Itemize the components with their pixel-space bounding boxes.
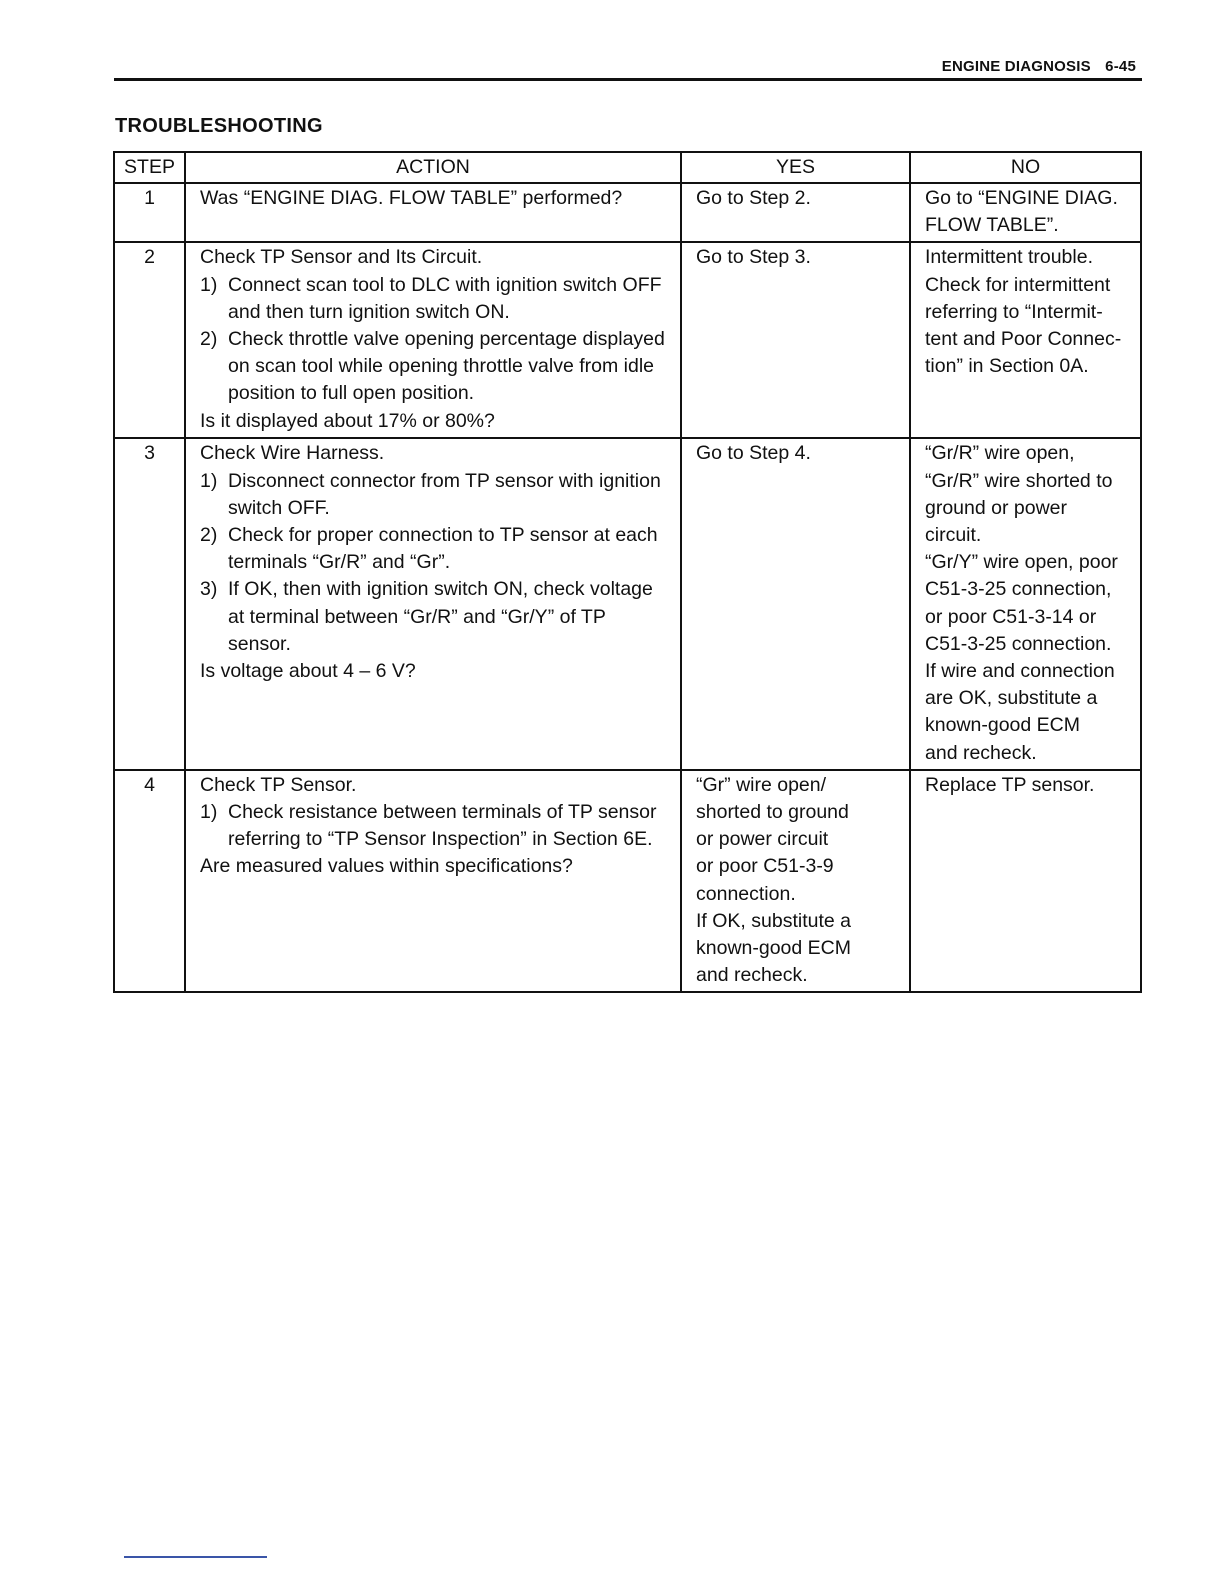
- yes-line: and recheck.: [696, 964, 808, 987]
- no-line: known-good ECM: [925, 714, 1080, 737]
- no-line: “Gr/Y” wire open, poor: [925, 551, 1118, 574]
- header-page-number: 6-45: [1105, 58, 1136, 75]
- action-item-number: 1): [200, 801, 218, 824]
- yes-line: “Gr” wire open/: [696, 773, 827, 796]
- action-item: [200, 468, 668, 522]
- yes-line: shorted to ground: [696, 801, 849, 824]
- yes-line: connection.: [696, 882, 796, 905]
- column-header-step: STEP: [114, 152, 185, 183]
- footer-rule: [124, 1556, 267, 1558]
- table-row: [114, 183, 1141, 242]
- no-cell: [910, 242, 1141, 438]
- column-header-yes: YES: [681, 152, 910, 183]
- no-line: If wire and connection: [925, 660, 1115, 683]
- yes-line: or poor C51-3-9: [696, 855, 834, 878]
- step-number: 1: [114, 183, 185, 242]
- no-line: tion” in Section 0A.: [925, 355, 1089, 378]
- yes-line: Go to Step 4.: [696, 442, 811, 465]
- yes-cell: [681, 242, 910, 438]
- column-header-action: ACTION: [185, 152, 681, 183]
- no-line: C51-3-25 connection,: [925, 578, 1112, 601]
- action-item-number: 2): [200, 524, 218, 547]
- action-heading: Check TP Sensor and Its Circuit.: [200, 246, 483, 269]
- yes-line: known-good ECM: [696, 937, 851, 960]
- action-heading: Check Wire Harness.: [200, 442, 385, 465]
- troubleshooting-table: [113, 151, 1142, 993]
- action-question: Is voltage about 4 – 6 V?: [200, 660, 416, 683]
- no-line: Check for intermittent: [925, 273, 1111, 296]
- action-item-number: 3): [200, 578, 218, 601]
- no-line: C51-3-25 connection.: [925, 632, 1112, 655]
- table-row: [114, 438, 1141, 769]
- action-cell: [185, 438, 681, 769]
- section-title: TROUBLESHOOTING: [115, 115, 323, 137]
- action-heading: Check TP Sensor.: [200, 773, 357, 796]
- action-item: [200, 576, 668, 658]
- no-line: “Gr/R” wire open,: [925, 442, 1075, 465]
- page-header: [0, 58, 1136, 75]
- no-line: “Gr/R” wire shorted to: [925, 469, 1113, 492]
- action-item-number: 1): [200, 469, 218, 492]
- no-line: FLOW TABLE”.: [925, 214, 1059, 237]
- action-question: Is it displayed about 17% or 80%?: [200, 409, 495, 432]
- no-line: circuit.: [925, 524, 982, 547]
- no-line: Go to “ENGINE DIAG.: [925, 187, 1118, 209]
- action-item: [200, 326, 668, 408]
- yes-line: Go to Step 3.: [696, 246, 811, 269]
- no-line: or poor C51-3-14 or: [925, 605, 1097, 628]
- table-header-row: [114, 152, 1141, 183]
- no-line: tent and Poor Connec-: [925, 328, 1122, 351]
- action-item-text: Disconnect connector from TP sensor with ignition switch OFF.: [228, 469, 661, 519]
- no-line: Intermittent trouble.: [925, 246, 1093, 269]
- action-item-text: Check for proper connection to TP sensor at each terminals “Gr/R” and “Gr”.: [228, 524, 658, 574]
- yes-line: If OK, substitute a: [696, 909, 851, 932]
- yes-line: Go to Step 2.: [696, 187, 811, 209]
- action-item-text: Check throttle valve opening percentage displayed on scan tool while opening throttle valve from idle position to full open position.: [228, 328, 665, 405]
- no-line: referring to “Intermit-: [925, 300, 1103, 323]
- yes-cell: [681, 183, 910, 242]
- no-cell: [910, 770, 1141, 993]
- header-rule: [114, 78, 1142, 81]
- no-line: Replace TP sensor.: [925, 773, 1095, 796]
- action-item-number: 1): [200, 273, 218, 296]
- no-line: are OK, substitute a: [925, 687, 1098, 710]
- action-item-text: If OK, then with ignition switch ON, check voltage at terminal between “Gr/R” and “Gr/Y” of TP sensor.: [228, 578, 653, 655]
- action-question: Are measured values within specifications?: [200, 855, 573, 878]
- action-cell: [185, 242, 681, 438]
- no-line: ground or power: [925, 496, 1068, 519]
- step-number: 2: [114, 242, 185, 438]
- yes-cell: [681, 438, 910, 769]
- no-cell: [910, 438, 1141, 769]
- action-cell: [185, 770, 681, 993]
- no-line: and recheck.: [925, 741, 1037, 764]
- step-number: 3: [114, 438, 185, 769]
- action-cell: [185, 183, 681, 242]
- no-cell: [910, 183, 1141, 242]
- table-row: [114, 242, 1141, 438]
- action-item: [200, 799, 668, 853]
- yes-cell: [681, 770, 910, 993]
- header-section-title: ENGINE DIAGNOSIS: [941, 58, 1091, 75]
- action-item-text: Check resistance between terminals of TP sensor referring to “TP Sensor Inspection” in Section 6E.: [228, 801, 657, 851]
- table-row: [114, 770, 1141, 993]
- step-number: 4: [114, 770, 185, 993]
- action-item-number: 2): [200, 328, 218, 351]
- yes-line: or power circuit: [696, 828, 829, 851]
- action-item: [200, 272, 668, 326]
- column-header-no: NO: [910, 152, 1141, 183]
- action-heading: Was “ENGINE DIAG. FLOW TABLE” performed?: [200, 187, 623, 209]
- action-item: [200, 522, 668, 576]
- action-item-text: Connect scan tool to DLC with ignition switch OFF and then turn ignition switch ON.: [228, 273, 662, 323]
